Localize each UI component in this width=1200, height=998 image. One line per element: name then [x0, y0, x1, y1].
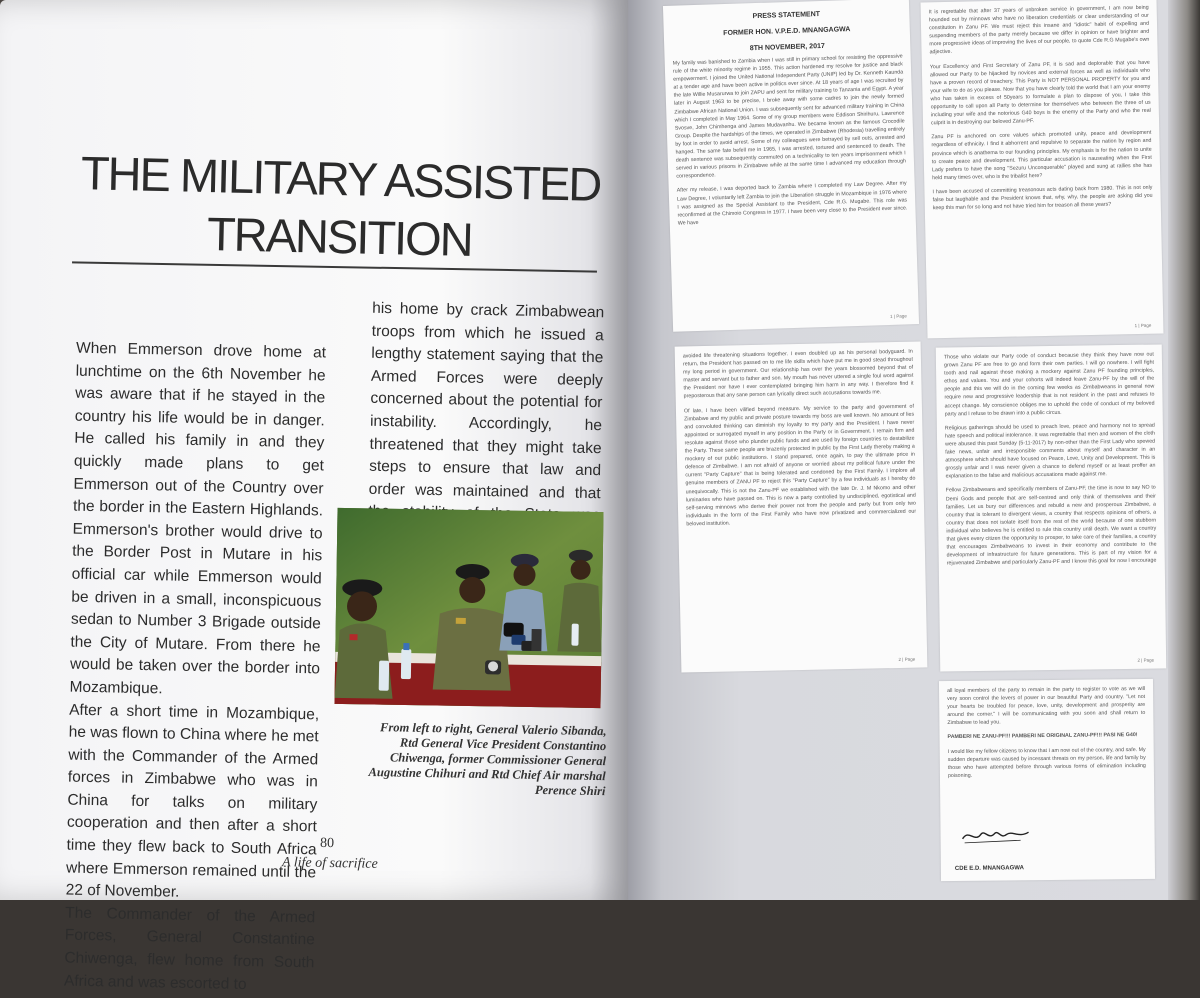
paragraph: Fellow Zimbabweans and specifically members of Zanu-PF, the time is now to say NO to Demi Gods and people that are self-centred and only think of themselves and their families. Let us bury our differences and rebuild a new and prosperous Zimbabwe, a country that is tolerant to divergent views, a country that respects opinions of others, a country that does not isolate itself from the rest of the world because of one stubborn individual who believes he is entitled to rule this country until death. We want a country that gives every citizen the opportunity to prosper, to take care of their families, a country that encourages Zimbabweans to invest in their economy and contribute to the development of infrastructure for future generations. This is part of my vision for a rejuvenated Zimbabwe and particularly Zanu-PF and I know this goal for now I encourage — [945, 484, 1157, 567]
book-title-footer: A life of sacrifice — [281, 855, 378, 872]
statement-heading: PRESS STATEMENT — [752, 11, 821, 21]
page-number: 80 — [319, 835, 335, 852]
photo-illustration — [334, 508, 603, 708]
sheet-page-footer: 1 | Page — [890, 313, 907, 319]
sheet-page-footer: 2 | Page — [1137, 657, 1155, 663]
paragraph: Zanu PF is anchored on core values which promoted unity, peace and development regardless of ethnicity. I find it abhorrent and repulsive to separate the nation by region and province which is anathema to our founding principles. My emphasis is for the nation to unite to create peace and development. This particular accusation is nauseating when the First Lady prefers to have the song "Sezuru Unconquerable" played and sung at rallies she has held many times over, who is the tribalist here? — [931, 130, 1153, 182]
statement-author: FORMER HON. V.P.E.D. MNANGAGWA — [723, 26, 851, 38]
paragraph: I have been accused of committing treasonous acts dating back from 1980. This is not only false but laughable and the President knows that, why, why, the people are asking did you keep this man for so long and not have tried him for treason all these years? — [932, 184, 1153, 212]
press-statement-sheet-3 — [675, 341, 928, 672]
paragraph: I would like my fellow citizens to know that I am now out of the country, and safe. My sudden departure was caused by incessant threats on my person, life and family by those who have attempted before through various forms of elimination including poisoning. — [947, 746, 1146, 779]
paragraph: After a short time in Mozambique, he was flown to China where he met with the Commander of the Armed forces in Zimbabwe who was in China for talks on military cooperation and then after a short time they flew back to South Africa where Emmerson remained until the 22 of November. — [65, 701, 320, 901]
press-conference-photo — [334, 508, 603, 708]
statement-date: 8TH NOVEMBER, 2017 — [749, 42, 825, 53]
paragraph: My family was banished to Zambia when I was still in primary school for resisting the oppressive rule of the white minority regime in 1955. This action hardened my resolve for justice and black empowerment. I joined the United National Independent Party (UNIP) led by Dr. Kenneth Kaunda at a tender age and have been active in politics ever since. At 18 years of age I was recruited by the late Willie Musarurwa to join ZAPU and sent for military training to Tanzania and Egypt. A year later in August 1963 to be precise, I broke away with some cadres to join the newly formed Zimbabwe African National Union. I was subsequently sent for advanced military training in China which I completed in May 1964. Some of my group members were Eddison Shirihuru, Lawrence Svosve, John Chimhenga and James Mudavanhu. We became known as the famous Crocodile Group. Despite the hardships of the times, we operated in Zimbabwe (Rhodesia) travelling entirely by foot in order to avoid arrest. Some of my colleagues were betrayed by sell outs, arrested and hanged. The same fate befell me in 1965, I was arrested, tortured and sentenced to death. The death sentence was subsequently commuted on a technicality to ten years imprisonment which I served in various prisons in Zimbabwe while at the same time I advanced my education through correspondence. — [672, 53, 907, 180]
press-statement-sheet-1 — [663, 0, 919, 332]
paragraph: It is regrettable that after 37 years of unbroken service in government, I am now being hounded out by minnows who have no liberation credentials or clear understanding of our constitution in Zanu PF. We must reject this insane and "idiotic" habit of expelling and suspending members of the party merely because we differ in opinion or have brighter and more progressive ideas of improving the lives of our people, to quote Cde R.G Mugabe's own adjective. — [928, 4, 1150, 56]
press-statement-sheet-2 — [921, 0, 1164, 338]
press-statement-sheet-5 — [939, 679, 1155, 881]
chapter-title-line1: THE MILITARY ASSISTED — [80, 146, 601, 211]
paragraph: his home by crack Zimbabwean troops from which he issued a lengthy statement saying that the Armed Forces were deeply concerned about the potential for instability. Accordingly, he threatened that they might take steps to ensure that law and order was maintained and that — [368, 299, 605, 502]
sheet-page-footer: 1 | Page — [1134, 322, 1152, 329]
slogan: PAMBERI NE ZANU-PF!!! PAMBERI NE ORIGINAL ZANU-PF!!! PASI NE G40! — [947, 732, 1138, 741]
press-statement-sheet-4 — [936, 344, 1167, 671]
paragraph: avoided life threatening situations together. I even doubled up as his personal bodyguard. In return, the President has passed on to me life skills which have put me in good stead throughout my long period in government. Our relationship has over the years blossomed beyond that of master and servant but to father and son. My mouth has never uttered a single foul word against the President nor have I ever contemplated bringing him harm in any way. I therefore find it preposterous that any sane person can lyrically direct such accusations towards me. — [682, 348, 914, 400]
chapter-title — [59, 144, 621, 273]
text-column-left — [64, 338, 327, 998]
right-page — [628, 0, 1190, 900]
paragraph: After my release, I was deported back to Zambia where I completed my Law Degree. After my Law Degree, I voluntarily left Zambia to join the Liberation struggle in Mozambique in 1976 where I was assigned as the Special Assistant to the President, Cde R.G. Mugabe. This role was reconfirmed at the Chimoio Congress in 1977. I have been very close to the President ever since. We have — [676, 180, 908, 227]
chapter-title-line2: TRANSITION — [206, 206, 473, 266]
paragraph: Your Excellency and First Secretary of Zanu PF, it is sad and deplorable that you have allowed our Party to be hijacked by novices and external forces as well as individuals who have a proven record of treachery. This Party is NOT PERSONAL PROPERTY for you and your wife to do as you please. Now that you have clearly told the world that I am your enemy who has taken in excess of 50years to formulate a plan to dispose of you, I take this opportunity to call upon all Party to determine for themselves who between the three of us including your wife and the notorious G40 boys is the enemy of the Party and who the real culprit is in destroying our beloved Zanu-PF. — [929, 59, 1151, 127]
paragraph: When Emmerson drove home at lunchtime on the 6th November he was aware that if he stayed in the country his life would be in danger. He called his family in and they quickly made plans to get Emmerson out of the Country over the border in the Eastern Highlands. Emmerson's brother would drive to the Border Post in Mutare in his official car while Emmerson would be driven in a small, inconspicuous sedan to Number 3 Brigade outside the City of Mutare. From there he would be taken over the border into Mozambique. — [69, 339, 327, 698]
signatory-name: CDE E.D. MNANGAGWA — [954, 865, 1024, 872]
photo-caption: From left to right, General Valerio Sibanda, Rtd General Vice President Constantino Chiwenga, former Commissioner General Augustine Chihuri and Rtd Chief Air marshal Perence Shiri — [368, 720, 607, 799]
sheet-page-footer: 2 | Page — [898, 656, 916, 662]
book-page-edge — [1168, 0, 1200, 900]
paragraph: Those who violate our Party code of conduct because they think they have now out grown Zanu PF are free to go and form their own parties. I will go nowhere. I will fight tooth and nail against those making a mockery against Zanu PF founding principles, ethos and values. You and your cohorts will indeed leave Zanu-PF by the will of the people and this we will do in the coming few weeks as Zimbabweans in general now require new and progressive leadership that is not resident in the past and refuses to accept change. My conscience obliges me to uphold the code of conduct of my beloved party and I refuse to be drawn into a public circus. — [943, 351, 1155, 418]
paragraph: Of late, I have been vilified beyond measure. My service to the party and government of Zimbabwe and my public and private posture towards my boss are well known. No amount of lies and convoluted thinking can diminish my loyalty to my party and the President. I have never appointed or surrogated myself in any position in the Party or in Government. I remain firm and resolute against those who plunder public funds and are used by foreign countries to destabilize the Party. These same people are brazenly protected in public by the First Lady thereby making a mockery of our public institutions. I stand prepared, once again, to pay the ultimate price in defence of Zimbabwe. I am not afraid of anyone or worried about my political future under the current "Party Capture" that is being tolerated and condoned by the First Family. I implore all genuine members of ZANU PF to reject this "Party Capture" by a few individuals as I hereby do unequivocally. This is not the Zanu-PF we established with the late Dr. J. M Nkomo and other luminaries who have passed on. This is now a party controlled by undisciplined, egotistical and self-serving minnows who derive their power not from the people and party but from only two individuals in the form of the First Family who have now privatized and commercialized our beloved institution. — [683, 403, 917, 528]
paragraph: all loyal members of the party to remain in the party to register to vote as we will very soon control the levers of power in our beautiful Party and country. "Let not your hearts be troubled for peace, love, unity, development and prosperity are around the corner." I will be communicating with you soon and shall return to Zimbabwe to lead you. — [947, 685, 1146, 727]
paragraph: Religious gatherings should be used to preach love, peace and harmony not to spread hate speech and political intolerance. It was regrettable that men and women of the cloth were abused this past Sunday (5-11-2017) by non-other than the First Lady who spewed fake news, unfair and irresponsible comments about myself and character in an atmosphere which should have focused on Peace, Love, Unity and Development. This is grossly unfair and I was never given a chance to defend myself or at least proffer an explanation to the false and malicious accusations made against me. — [944, 422, 1156, 480]
paragraph: The Commander of the Armed Forces, General Constantine Chiwenga, flew home from South Africa and was escorted to — [63, 904, 316, 993]
signature — [960, 824, 1030, 847]
